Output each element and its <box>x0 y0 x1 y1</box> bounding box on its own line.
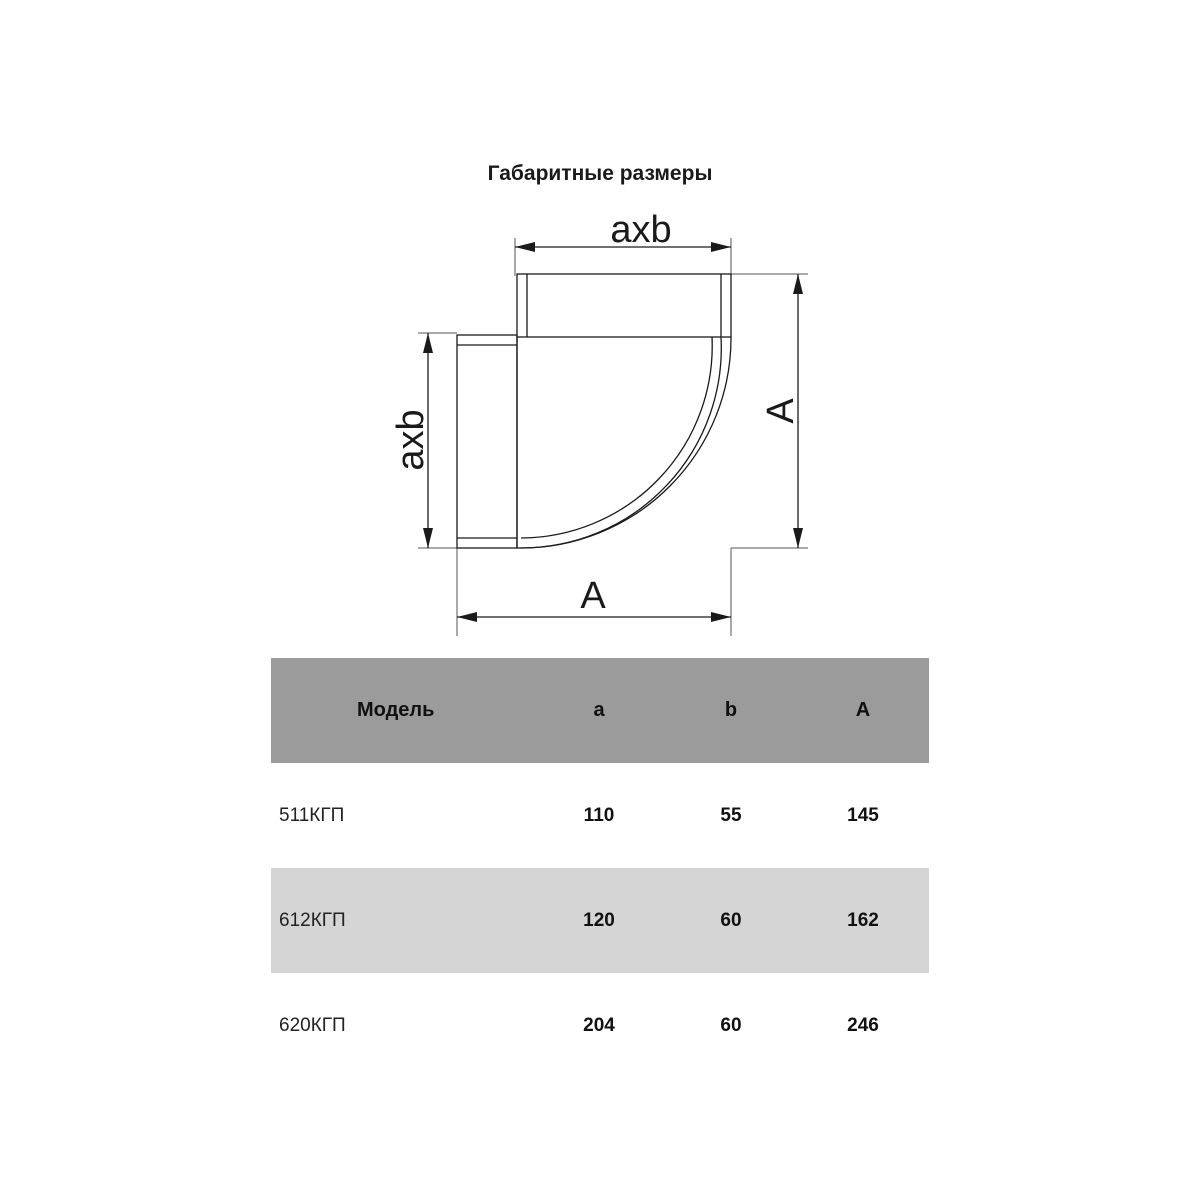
model-cell: 511КГП <box>279 804 345 826</box>
bottom-dimension-label: A <box>580 575 606 617</box>
table-header <box>271 658 929 763</box>
header-A: A <box>855 699 871 721</box>
top-dimension-label: axb <box>610 209 672 251</box>
b-cell: 55 <box>720 804 742 826</box>
table-row <box>271 868 929 973</box>
header-model: Модель <box>357 699 435 721</box>
dimension-lines <box>428 247 798 617</box>
A-cell: 162 <box>847 909 879 931</box>
model-cell: 620КГП <box>279 1014 346 1036</box>
left-dimension-label: axb <box>390 409 432 471</box>
model-cell: 612КГП <box>279 909 346 931</box>
A-cell: 145 <box>847 804 879 826</box>
table-row <box>271 763 929 868</box>
extension-lines <box>418 238 808 636</box>
A-cell: 246 <box>847 1014 879 1036</box>
dimensions-table <box>271 658 929 1078</box>
header-a: a <box>593 699 605 721</box>
header-b: b <box>724 699 738 721</box>
a-cell: 120 <box>583 909 615 931</box>
table-row <box>271 973 929 1078</box>
b-cell: 60 <box>720 1014 742 1036</box>
elbow-outline <box>457 274 731 548</box>
b-cell: 60 <box>720 909 742 931</box>
a-cell: 204 <box>583 1014 615 1036</box>
page-title: Габаритные размеры <box>487 162 713 185</box>
right-dimension-label: A <box>760 398 802 424</box>
a-cell: 110 <box>583 804 615 826</box>
